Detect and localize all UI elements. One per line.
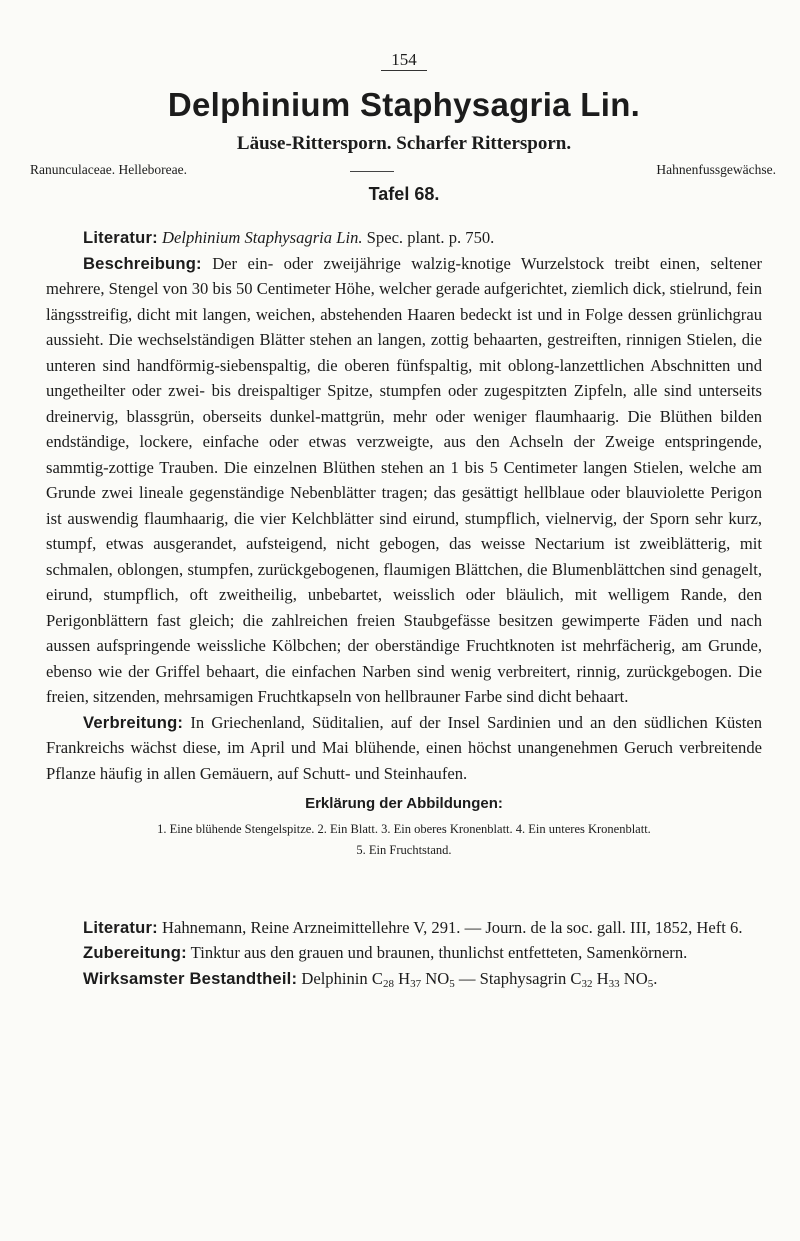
verbreitung-heading: Verbreitung:: [83, 712, 184, 732]
formula-staphysagrin: — Staphysagrin $C_{32}$ $H_{33}$ $NO_5$.: [454, 968, 658, 990]
zubereitung-paragraph: [46, 940, 762, 966]
literatur-paragraph: [46, 225, 762, 251]
plate-number: Tafel 68.: [368, 184, 440, 204]
literatur2-paragraph: [46, 915, 762, 941]
erklaerung-line-2: 5. Ein Fruchtstand.: [356, 842, 452, 857]
literatur-text: Spec. plant. p. 750.: [366, 228, 495, 247]
separator-dash: [350, 171, 394, 172]
zubereitung-heading: Zubereitung:: [83, 943, 187, 962]
german-family-label: Hahnenfussgewächse.: [656, 162, 776, 177]
family-label: Ranunculaceae. Helleboreae.: [30, 162, 188, 177]
bestandtheil-heading: Wirksamster Bestandtheil:: [83, 968, 298, 988]
formula-delphinin: Delphinin $C_{28}$ $H_{37}$ $NO_5$: [301, 968, 455, 990]
literatur-species: Delphinium Staphysagria Lin.: [162, 228, 363, 247]
erklaerung-list: [46, 819, 762, 861]
literatur2-heading: Literatur:: [83, 917, 158, 937]
page-title: Delphinium Staphysagria Lin.: [167, 86, 641, 123]
beschreibung-paragraph: [46, 251, 762, 710]
literatur2-text: Hahnemann, Reine Arzneimittellehre V, 291. — Journ. de la soc. gall. III, 1852, Heft 6.: [162, 917, 743, 937]
beschreibung-text: Der ein- oder zweijährige walzig-knotige Wurzelstock treibt einen, seltener mehrere, Stengel von 30 bis 50 Centimeter Höhe, welcher gerade aufgerichtet, ziemlich dick, stielrund, fein längsstreifig, dicht mit langen, weichen, abstehenden Haaren bedeckt ist und in Folge dessen grünlichgrau aussieht. Die wechselständigen Blätter stehen an langen, zottig behaarten, gestreiften, rinnigen Stielen, die unteren sind handförmig-siebenspaltig, die oberen fünfspaltig, mit oblong-lanzettlichen Abschnitten und ungetheilter oder zwei- bis dreispaltiger Spitze, stumpfen oder zugespitzten Zipfeln, alle sind unterseits dreinervig, blassgrün, oberseits dunkel-mattgrün, mehr oder weniger flaumhaarig. Die Blüthen bilden endständige, lockere, einfache oder etwas verzweigte, aus den Achseln der Zweige entspringende, sammtig-zottige Trauben. Die einzelnen Blüthen stehen an 1 bis 5 Centimeter langen Stielen, welche am Grunde zwei lineale gegenständige Nebenblätter tragen; das gesättigt hellblaue oder blauviolette Perigon ist auswendig flaumhaarig, die vier Kelchblätter sind eirund, stumpflich, vielnervig, der Sporn sehr kurz, stumpf, etwas ausgerandet, aufsteigend, nicht gebogen, das weisse Nectarium ist zweiblätterig, mit schmalen, oblongen, stumpfen, zurückgebogenen, flaumigen Blättchen, die Blumenblättchen sind genagelt, eirund, stumpflich, oft zweitheilig, unbebartet, weisslich oder bläulich, mit welligem Rande, den Perigonblättern fast gleich; die zahlreichen freien Staubgefässe besitzen gewimperte Fäden und nach aussen aufspringende weissliche Kölbchen; der oberständige Fruchtknoten ist mehrfächerig, am Grunde, ebenso wie der Griffel behaart, die einfachen Narben sind wenig verbreitert, rinnig, zurückgebogen. Die freien, sitzenden, mehrsamigen Fruchtkapseln von hellbrauner Farbe sind dicht behaart.: [46, 253, 762, 706]
erklaerung-heading: Erklärung der Abbildungen:: [305, 795, 503, 812]
verbreitung-text: In Griechenland, Süditalien, auf der Insel Sardinien und an den südlichen Küsten Frankreichs wächst diese, im April und Mai blühende, einen höchst unangenehmen Geruch verbreitende Pflanze häufig in allen Gemäuern, auf Schutt- und Steinhaufen.: [46, 712, 762, 783]
erklaerung-line-1: 1. Eine blühende Stengelspitze. 2. Ein Blatt. 3. Ein oberes Kronenblatt. 4. Ein unteres Kronenblatt.: [157, 821, 651, 836]
page-number: 154: [46, 50, 762, 70]
main-text: [46, 225, 762, 991]
bestandtheil-paragraph: [46, 966, 762, 992]
literatur-heading: Literatur:: [83, 228, 158, 247]
section-gap: [46, 861, 762, 915]
verbreitung-paragraph: [46, 710, 762, 787]
zubereitung-text: Tinktur aus den grauen und braunen, thunlichst entfetteten, Samenkörnern.: [190, 943, 688, 962]
common-names: Läuse-Rittersporn. Scharfer Rittersporn.: [236, 133, 572, 154]
classification-line: [30, 162, 776, 180]
beschreibung-heading: Beschreibung:: [83, 253, 202, 273]
